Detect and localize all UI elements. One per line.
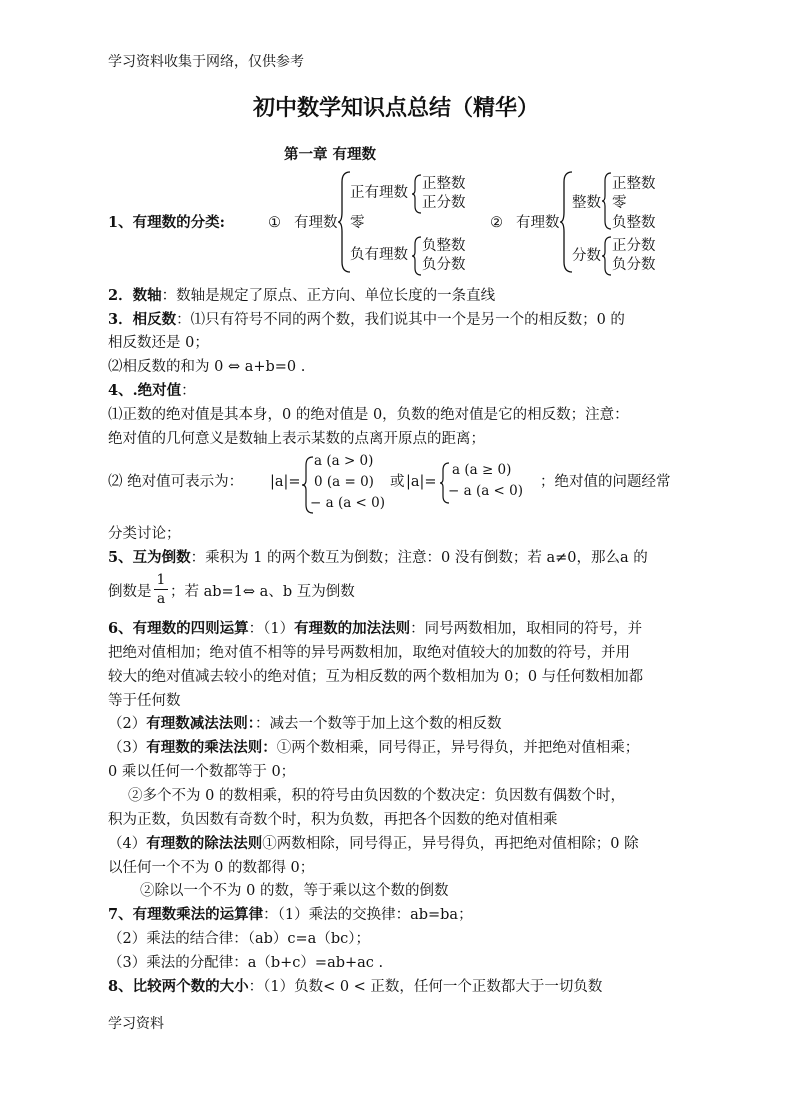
section-arithmetic-line-3: 较大的绝对值减去较小的绝对值；互为相反数的两个数相加为 0；0 与任何数相加都 <box>108 669 644 685</box>
section-arithmetic-line-7: 0 乘以任何一个数都等于 0； <box>108 764 296 780</box>
section-laws-line-3: （3）乘法的分配律：a（b+c）=ab+ac . <box>108 955 384 971</box>
section-arithmetic-line-4: 等于任何数 <box>108 693 181 709</box>
classification-label: 1、有理数的分类: <box>108 214 225 231</box>
page-header: 学习资料收集于网络，仅供参考 <box>108 54 304 70</box>
section-arithmetic-line-2: 把绝对值相加；绝对值不相等的异号两数相加，取绝对值较大的加数的符号，并用 <box>108 645 630 661</box>
section-text: ：乘积为 1 的两个数互为倒数；注意：0 没有倒数；若 a≠0，那么a 的 <box>190 550 648 566</box>
section-arithmetic-line-8: ②多个不为 0 的数相乘，积的符号由负因数的个数决定：负因数有偶数个时， <box>128 788 625 804</box>
absolute-formula-b: |a|= <box>406 474 437 490</box>
rule-heading: 有理数的加法法则 <box>294 620 411 637</box>
method-2-int-neg: 负整数 <box>612 215 656 231</box>
section-absolute-line-4: 分类讨论； <box>108 526 181 542</box>
page-footer: 学习资料 <box>108 1016 164 1032</box>
method-2-root: 有理数 <box>516 215 560 231</box>
section-arithmetic-line-12: ②除以一个不为 0 的数，等于乘以这个数的倒数 <box>140 883 449 899</box>
section-heading: 3．相反数 <box>108 311 177 328</box>
method-2-int-zero: 零 <box>612 195 627 211</box>
section-heading: 5、互为倒数 <box>108 549 191 566</box>
method-1-root: 有理数 <box>294 215 338 231</box>
cases-1-row-2: 0 (a = 0) <box>314 474 374 490</box>
method-1-pos-int: 正整数 <box>422 176 466 192</box>
section-arithmetic-line-10: （4）有理数的除法法则①两数相除，同号得正，异号得负，再把绝对值相除；0 除 <box>108 835 639 852</box>
section-arithmetic-line-6: （3）有理数的乘法法则：①两个数相乘，同号得正，异号得负，并把绝对值相乘； <box>108 739 640 756</box>
section-arithmetic-line-5: （2）有理数减法法则：：减去一个数等于加上这个数的相反数 <box>108 715 502 732</box>
or-word: 或 <box>390 474 405 490</box>
chapter-heading: 第一章 有理数 <box>284 146 377 163</box>
reciprocal-prefix: 倒数是 <box>108 584 152 600</box>
method-2-frac-pos: 正分数 <box>612 238 656 254</box>
method-2-frac-neg: 负分数 <box>612 257 656 273</box>
section-laws-line-1: 7、有理数乘法的运算律：（1）乘法的交换律：ab=ba； <box>108 906 473 923</box>
method-1-pos-brace-icon <box>412 174 422 214</box>
section-opposite-line-2: 相反数还是 0； <box>108 335 209 351</box>
method-2-integer: 整数 <box>572 195 601 211</box>
section-reciprocal-line-1 <box>108 546 648 570</box>
method-1-pos-frac: 正分数 <box>422 195 466 211</box>
section-text: ：⑴只有符号不同的两个数，我们说其中一个是另一个的相反数；0 的 <box>176 312 625 328</box>
method-1-neg-frac: 负分数 <box>422 257 466 273</box>
method-1-negative: 负有理数 <box>350 247 408 263</box>
rule-heading: 有理数的乘法法则： <box>146 739 277 756</box>
section-heading: 8、比较两个数的大小 <box>108 978 249 995</box>
section-heading: 6、有理数的四则运算 <box>108 620 249 637</box>
section-laws-line-2: （2）乘法的结合律：（ab）c=a（bc）； <box>108 931 370 947</box>
method-1-neg-brace-icon <box>412 236 422 276</box>
section-number-line <box>108 284 495 308</box>
section-absolute-line-2: 绝对值的几何意义是数轴上表示某数的点离开原点的距离； <box>108 431 485 447</box>
absolute-formula-tail: ；绝对值的问题经常 <box>540 474 671 490</box>
method-2-int-brace-icon <box>602 172 612 230</box>
method-1-positive: 正有理数 <box>350 185 408 201</box>
rule-heading: 有理数的除法法则 <box>146 835 263 852</box>
rule-heading: 有理数减法法则： <box>146 715 255 732</box>
section-compare-line-1: 8、比较两个数的大小：（1）负数< 0 < 正数，任何一个正数都大于一切负数 <box>108 978 603 995</box>
method-2-marker: ② <box>490 215 503 231</box>
section-heading: 4、.绝对值 <box>108 382 182 399</box>
section-heading-tail: ： <box>181 383 196 399</box>
method-2-frac-brace-icon <box>602 236 612 276</box>
reciprocal-fraction <box>154 572 168 607</box>
cases-2-row-2: − a (a < 0) <box>448 483 524 499</box>
section-heading: 2．数轴 <box>108 287 162 304</box>
section-arithmetic-line-9: 积为正数，负因数有奇数个时，积为负数，再把各个因数的绝对值相乘 <box>108 812 558 828</box>
section-arithmetic-line-11: 以任何一个不为 0 的数都得 0； <box>108 860 315 876</box>
fraction-denominator: a <box>156 591 166 607</box>
section-opposite-line-3: ⑵相反数的和为 0 ⇔ a+b=0 . <box>108 359 306 375</box>
reciprocal-suffix: ；若 ab=1⇔ a、b 互为倒数 <box>170 584 355 600</box>
absolute-formula-a: |a|= <box>270 474 301 490</box>
fraction-numerator: 1 <box>156 572 166 588</box>
cases-2-row-1: a (a ≥ 0) <box>452 462 512 478</box>
method-1-marker: ① <box>268 215 281 231</box>
method-1-neg-int: 负整数 <box>422 238 466 254</box>
cases-1-row-1: a (a > 0) <box>314 453 374 469</box>
section-absolute-line-1: ⑴正数的绝对值是其本身，0 的绝对值是 0，负数的绝对值是它的相反数；注意： <box>108 407 629 423</box>
section-heading: 7、有理数乘法的运算律 <box>108 906 264 923</box>
section-absolute-heading <box>108 379 196 403</box>
section-text: ：数轴是规定了原点、正方向、单位长度的一条直线 <box>161 288 496 304</box>
method-2-fraction: 分数 <box>572 248 601 264</box>
cases-1-row-3: − a (a < 0) <box>310 495 386 511</box>
fraction-bar <box>154 589 168 590</box>
section-arithmetic-line-1: 6、有理数的四则运算：（1）有理数的加法法则：同号两数相加，取相同的符号，并 <box>108 620 643 637</box>
method-2-int-pos: 正整数 <box>612 176 656 192</box>
section-opposite-line-1 <box>108 308 625 332</box>
method-1-zero: 零 <box>350 215 365 231</box>
absolute-formula-intro: ⑵ 绝对值可表示为： <box>108 474 244 490</box>
page-title: 初中数学知识点总结（精华） <box>252 95 539 121</box>
